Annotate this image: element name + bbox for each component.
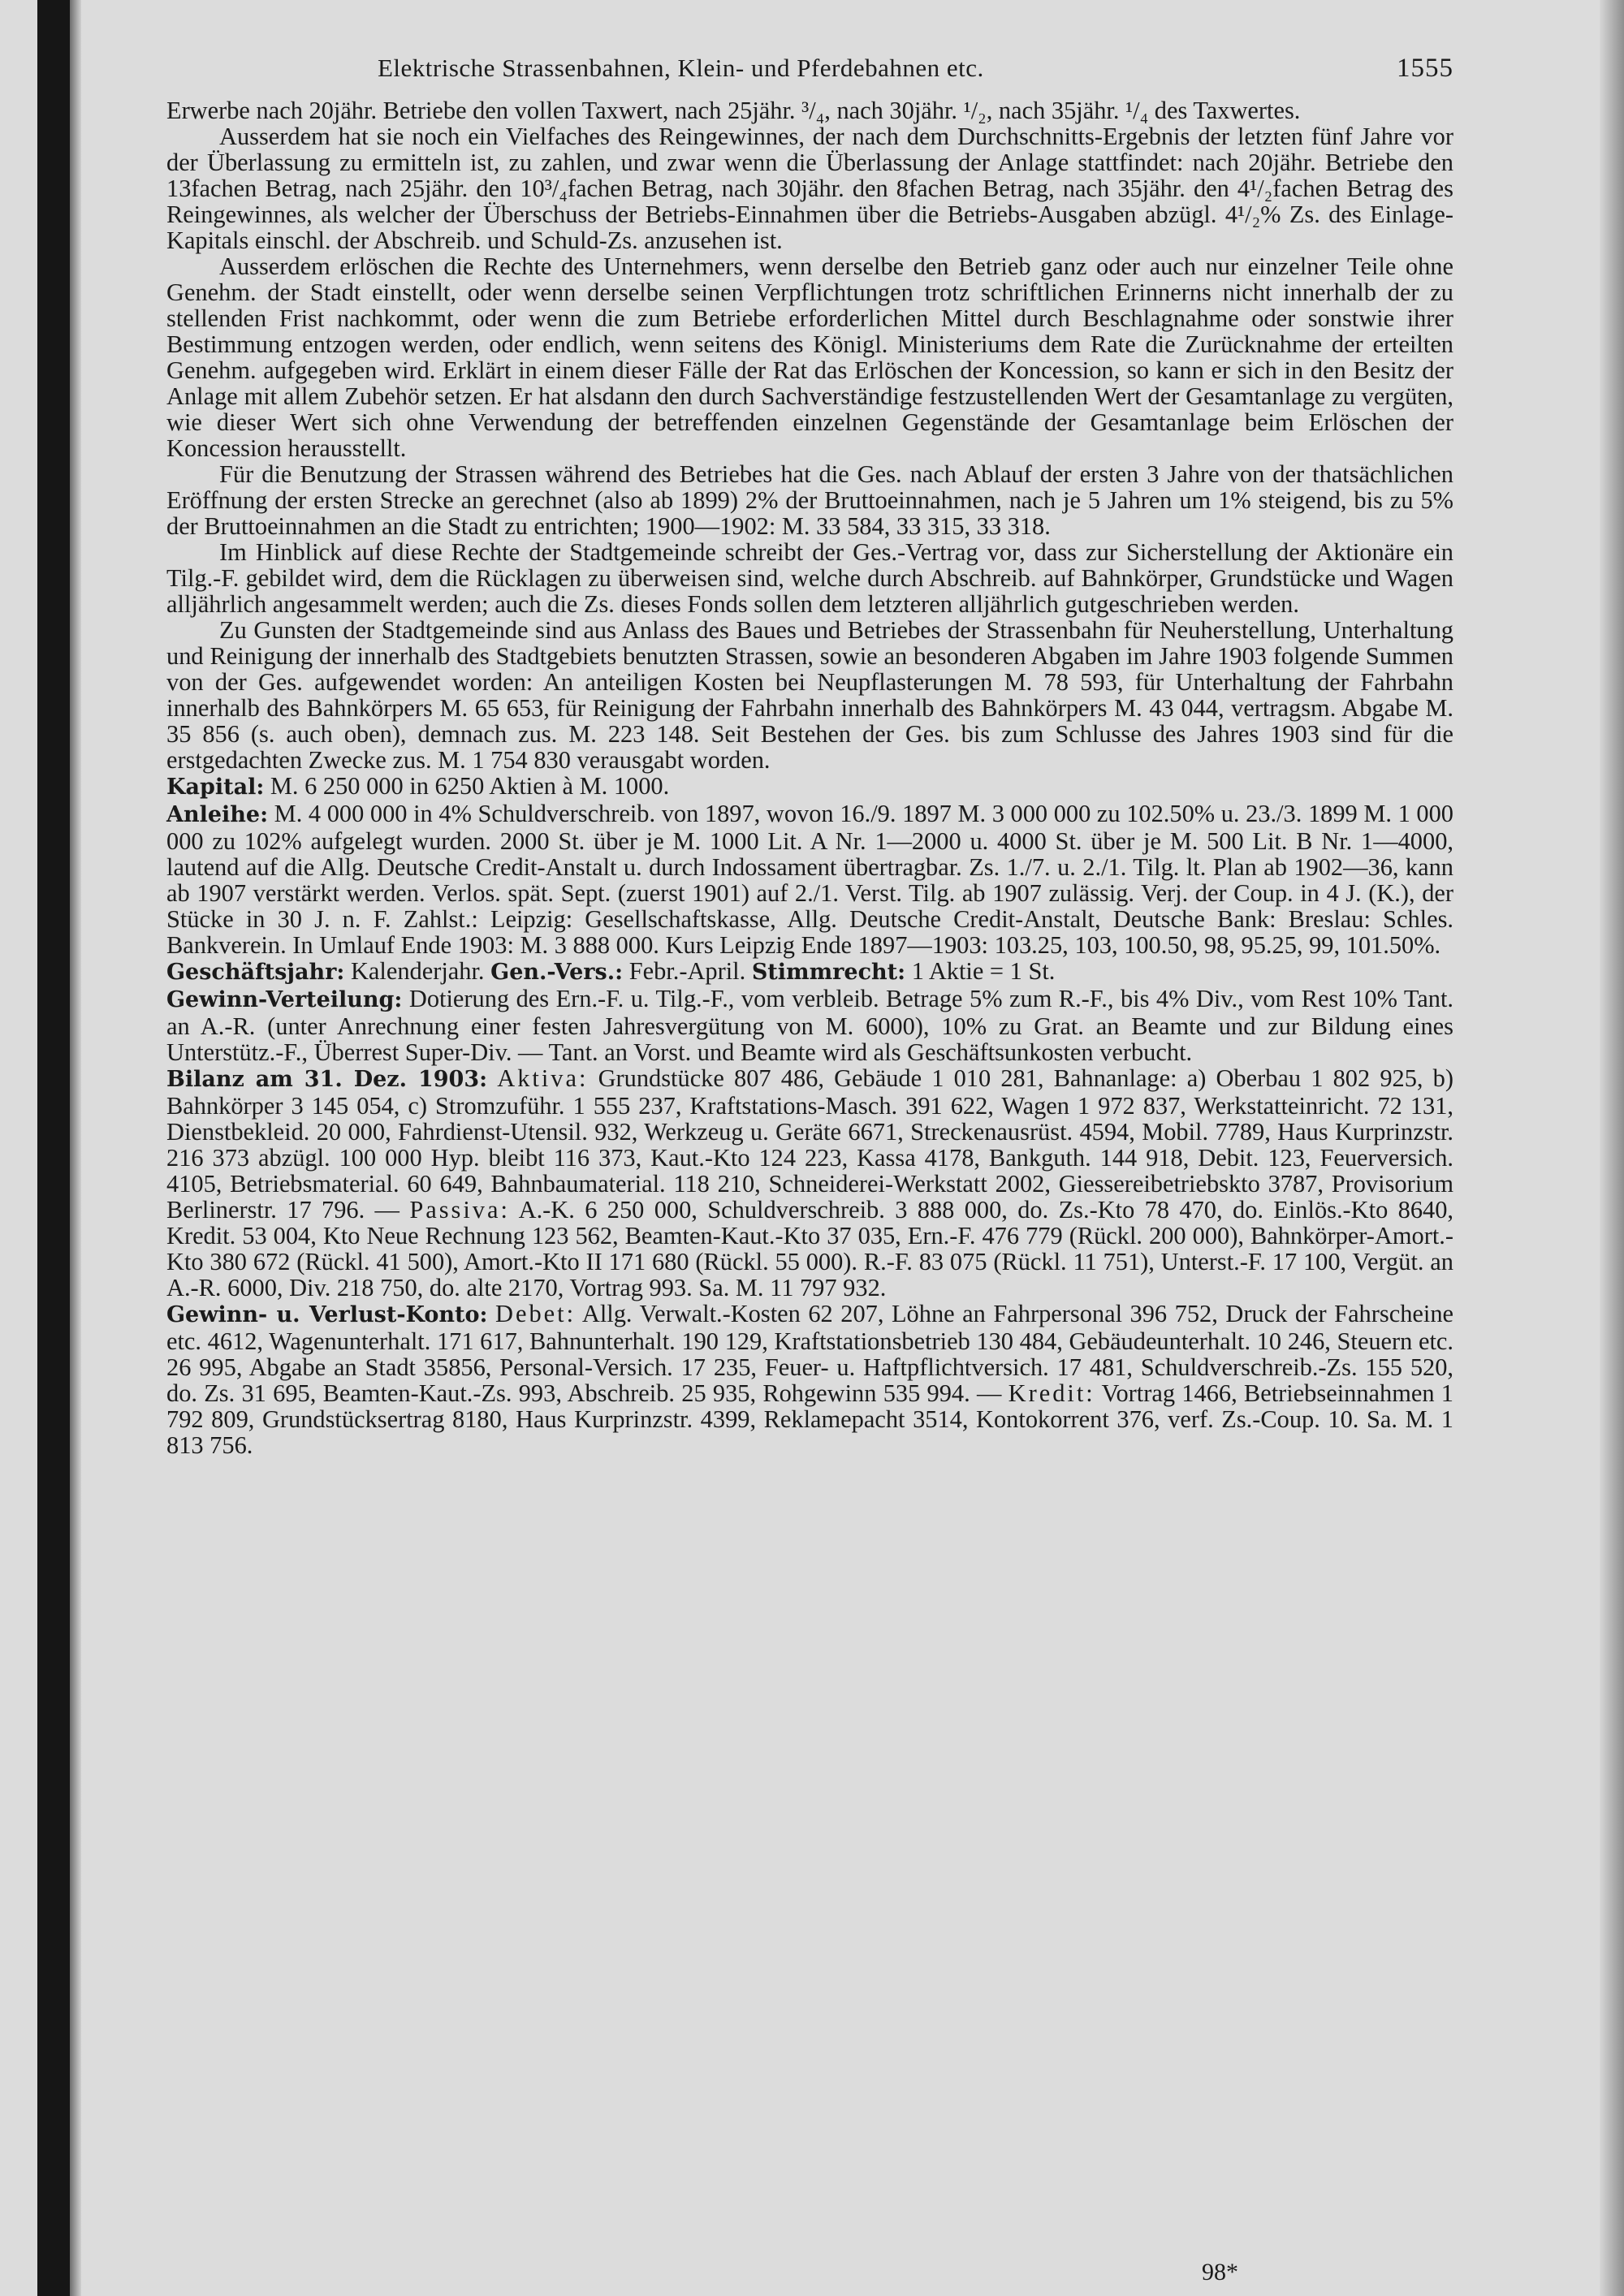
running-head	[166, 49, 1453, 97]
debet-text: Allg. Verwalt.-Kosten 62 207, Löhne an Fahrpersonal 396 752, Druck der Fahrscheine etc. 4612, Wagenunterhalt. 171 617, Bahnunterhalt. 190 129, Kraftstationsbetrieb 130 484, Gebäudeunterhalt. 10 246, Steuern etc. 26 995, Abgabe an Stadt 35856, Personal-Versich. 17 235, Feuer- u. Haftpflichtversich. 17 481, Schuldverschreib.-Zs. 155 520, do. Zs. 31 695, Beamten-Kaut.-Zs. 993, Abschreib. 25 935, Rohgewinn 535 994. —	[166, 1300, 1454, 1407]
page-gutter	[70, 0, 81, 2296]
bilanz-label: Bilanz am 31. Dez. 1903:	[166, 1067, 488, 1092]
gen-vers-label: Gen.-Vers.:	[490, 960, 624, 985]
paragraph-rechte-erloeschen: Ausserdem erlöschen die Rechte des Unternehmers, wenn derselbe den Betrieb ganz oder auch nur einzelner Teile ohne Genehm. der Stadt einstellt, oder wenn derselbe seinen Verpflichtungen trotz schriftlichen Erinnerns nicht innerhalb der zu stellenden Frist nachkommt, oder wenn die zum Betriebe erforderlichen Mittel durch Beschlagnahme oder sonstwie ihrer Bestimmung entzogen werden, oder endlich, wenn seitens des Königl. Ministeriums dem Rate die Zurücknahme der erteilten Genehm. aufgegeben wird. Erklärt in einem dieser Fälle der Rat das Erlöschen der Koncession, so kann er sich in den Besitz der Anlage mit allem Zubehör setzen. Er hat alsdann den durch Sachverständige festzustellenden Wert der Gesamtanlage zu vergüten, wie dieser Wert sich ohne Verwendung der betreffenden einzelnen Gegenstände der Gesamtanlage beim Erlöschen der Koncession herausstellt.	[166, 252, 1453, 462]
document-page	[166, 49, 1453, 1458]
paragraph-strassenbenutzung: Für die Benutzung der Strassen während des Betriebes hat die Ges. nach Ablauf der ersten 3 Jahre von der thatsächlichen Eröffnung der ersten Strecke an gerechnet (also ab 1899) 2% der Bruttoeinnahmen, nach je 5 Jahren um 1% steigend, bis zu 5% der Bruttoeinnahmen an die Stadt zu entrichten; 1900—1902: M. 33 584, 33 315, 33 318.	[166, 460, 1453, 540]
aktiva-label: Aktiva:	[497, 1064, 589, 1092]
paragraph-continuation: Erwerbe nach 20jähr. Betriebe den vollen Taxwert, nach 25jähr. ³/₄, nach 30jähr. ¹/₂, nach 35jähr. ¹/₄ des Taxwertes.	[166, 97, 1301, 124]
geschaeftsjahr-text: Kalenderjahr.	[350, 957, 485, 985]
page-edge	[1600, 0, 1624, 2296]
kredit-text: Vortrag 1466, Betriebseinnahmen 1 792 809, Grundstücksertrag 8180, Haus Kurprinzstr. 4399, Reklamepacht 3514, Kontokorrent 376, verf. Zs.-Coup. 10. Sa. M. 1 813 756.	[166, 1379, 1453, 1459]
section-bilanz	[166, 1065, 1453, 1301]
book-spine-shadow	[37, 0, 70, 2296]
gewinn-verteilung-label: Gewinn-Verteilung:	[166, 987, 403, 1012]
gewinn-verlust-label: Gewinn- u. Verlust-Konto:	[166, 1302, 488, 1327]
anleihe-label: Anleihe:	[166, 802, 269, 827]
page-number: 1555	[1397, 54, 1453, 83]
anleihe-text: M. 4 000 000 in 4% Schuldverschreib. von 1897, wovon 16./9. 1897 M. 3 000 000 zu 102.50% u. 23./3. 1899 M. 1 000 000 zu 102% aufgelegt wurden. 2000 St. über je M. 1000 Lit. A Nr. 1—2000 u. 4000 St. über je M. 500 Lit. B Nr. 1—4000, lautend auf die Allg. Deutsche Credit-Anstalt u. durch Indossament übertragbar. Zs. 1./7. u. 2./1. Tilg. lt. Plan ab 1902—36, kann ab 1907 verstärkt werden. Verlos. spät. Sept. (zuerst 1901) auf 2./1. Verst. Tilg. ab 1907 zulässig. Verj. der Coup. in 4 J. (K.), der Stücke in 30 J. n. F. Zahlst.: Leipzig: Gesellschaftskasse, Allg. Deutsche Credit-Anstalt, Deutsche Bank: Breslau: Schles. Bankverein. In Umlauf Ende 1903: M. 3 888 000. Kurs Leipzig Ende 1897—1903: 103.25, 103, 100.50, 98, 95.25, 99, 101.50%.	[166, 800, 1453, 959]
stimmrecht-label: Stimmrecht:	[751, 960, 906, 985]
debet-label: Debet:	[495, 1300, 577, 1327]
section-gewinn-verlust	[166, 1301, 1453, 1458]
paragraph-tilgungsfonds: Im Hinblick auf diese Rechte der Stadtgemeinde schreibt der Ges.-Vertrag vor, dass zur Sicherstellung der Aktionäre ein Tilg.-F. gebildet wird, dem die Rücklagen zu überweisen sind, welche durch Abschreib. auf Bahnkörper, Grundstücke und Wagen alljährlich angesammelt werden; auch die Zs. dieses Fonds sollen dem letzteren alljährlich gutgeschrieben werden.	[166, 538, 1453, 618]
section-kapital	[166, 773, 1453, 801]
passiva-label: Passiva:	[409, 1196, 510, 1224]
stimmrecht-text: 1 Aktie = 1 St.	[911, 957, 1056, 985]
section-anleihe	[166, 801, 1453, 958]
kapital-label: Kapital:	[166, 775, 265, 800]
kredit-label: Kredit:	[1008, 1379, 1095, 1407]
gewinn-verteilung-text: Dotierung des Ern.-F. u. Tilg.-F., vom verbleib. Betrage 5% zum R.-F., bis 4% Div., vom Rest 10% Tant. an A.-R. (unter Anrechnung einer festen Jahresvergütung von M. 6000), 10% zu Grat. an Beamte und zur Bildung eines Unterstütz.-F., Überrest Super-Div. — Tant. an Vorst. und Beamte wird als Geschäftsunkosten verbucht.	[166, 985, 1453, 1066]
geschaeftsjahr-label: Geschäftsjahr:	[166, 960, 345, 985]
gen-vers-text: Febr.-April.	[628, 957, 746, 985]
passiva-text: A.-K. 6 250 000, Schuldverschreib. 3 888 000, do. Zs.-Kto 78 470, do. Einlös.-Kto 8640, Kredit. 53 004, Kto Neue Rechnung 123 562, Beamten-Kaut.-Kto 37 035, Ern.-F. 476 779 (Rückl. 200 000), Bahnkörper-Amort.-Kto 380 672 (Rückl. 41 500), Amort.-Kto II 171 680 (Rückl. 55 000). R.-F. 83 075 (Rückl. 11 751), Unterst.-F. 17 100, Vergüt. an A.-R. 6000, Div. 218 750, do. alte 2170, Vortrag 993. Sa. M. 11 797 932.	[166, 1196, 1454, 1301]
signature-mark: 98*	[1202, 2259, 1238, 2285]
paragraph-stadtgemeinde: Zu Gunsten der Stadtgemeinde sind aus Anlass des Baues und Betriebes der Strassenbahn für Neuherstellung, Unterhaltung und Reinigung der innerhalb des Stadtgebiets benutzten Strassen, sowie an besonderen Abgaben im Jahre 1903 folgende Summen von der Ges. aufgewendet worden: An anteiligen Kosten bei Neupflasterungen M. 78 593, für Unterhaltung der Fahrbahn innerhalb des Bahnkörpers M. 65 653, für Reinigung der Fahrbahn innerhalb des Bahnkörpers M. 43 044, vertragsm. Abgabe M. 35 856 (s. auch oben), demnach zus. M. 223 148. Seit Bestehen der Ges. bis zum Schlusse des Jahres 1903 sind für die erstgedachten Zwecke zus. M. 1 754 830 verausgabt worden.	[166, 616, 1453, 774]
kapital-text: M. 6 250 000 in 6250 Aktien à M. 1000.	[270, 772, 670, 800]
paragraph-reingewinn: Ausserdem hat sie noch ein Vielfaches des Reingewinnes, der nach dem Durchschnitts-Ergebnis der letzten fünf Jahre vor der Überlassung zu ermitteln ist, zu zahlen, und zwar wenn die Überlassung der Anlage stattfindet: nach 20jähr. Betriebe den 13fachen Betrag, nach 25jähr. den 10³/₄fachen Betrag, nach 30jähr. den 8fachen Betrag, nach 35jähr. den 4¹/₂fachen Betrag des Reingewinnes, als welcher der Überschuss der Betriebs-Einnahmen über die Betriebs-Ausgaben abzügl. 4¹/₂% Zs. des Einlage-Kapitals einschl. der Abschreib. und Schuld-Zs. anzusehen ist.	[166, 123, 1453, 254]
section-gewinn-verteilung	[166, 986, 1453, 1065]
aktiva-text: Grundstücke 807 486, Gebäude 1 010 281, Bahnanlage: a) Oberbau 1 802 925, b) Bahnkörper 3 145 054, c) Stromzuführ. 1 555 237, Kraftstations-Masch. 391 622, Wagen 1 972 837, Werkstatteinricht. 72 131, Dienstbekleid. 20 000, Fahrdienst-Utensil. 932, Werkzeug u. Geräte 6671, Streckenausrüst. 4594, Mobil. 7789, Haus Kurprinzstr. 216 373 abzügl. 100 000 Hyp. bleibt 116 373, Kaut.-Kto 124 223, Kassa 4178, Bankguth. 144 918, Debit. 123, Feuerversich. 4105, Betriebsmaterial. 60 649, Bahnbaumaterial. 118 210, Schneiderei-Werkstatt 2002, Giessereibetriebskto 3787, Provisorium Berlinerstr. 17 796. —	[166, 1064, 1453, 1224]
section-geschaeftsjahr	[166, 958, 1453, 986]
body-text	[166, 97, 1453, 1458]
running-title: Elektrische Strassenbahnen, Klein- und Pferdebahnen etc.	[378, 54, 984, 82]
